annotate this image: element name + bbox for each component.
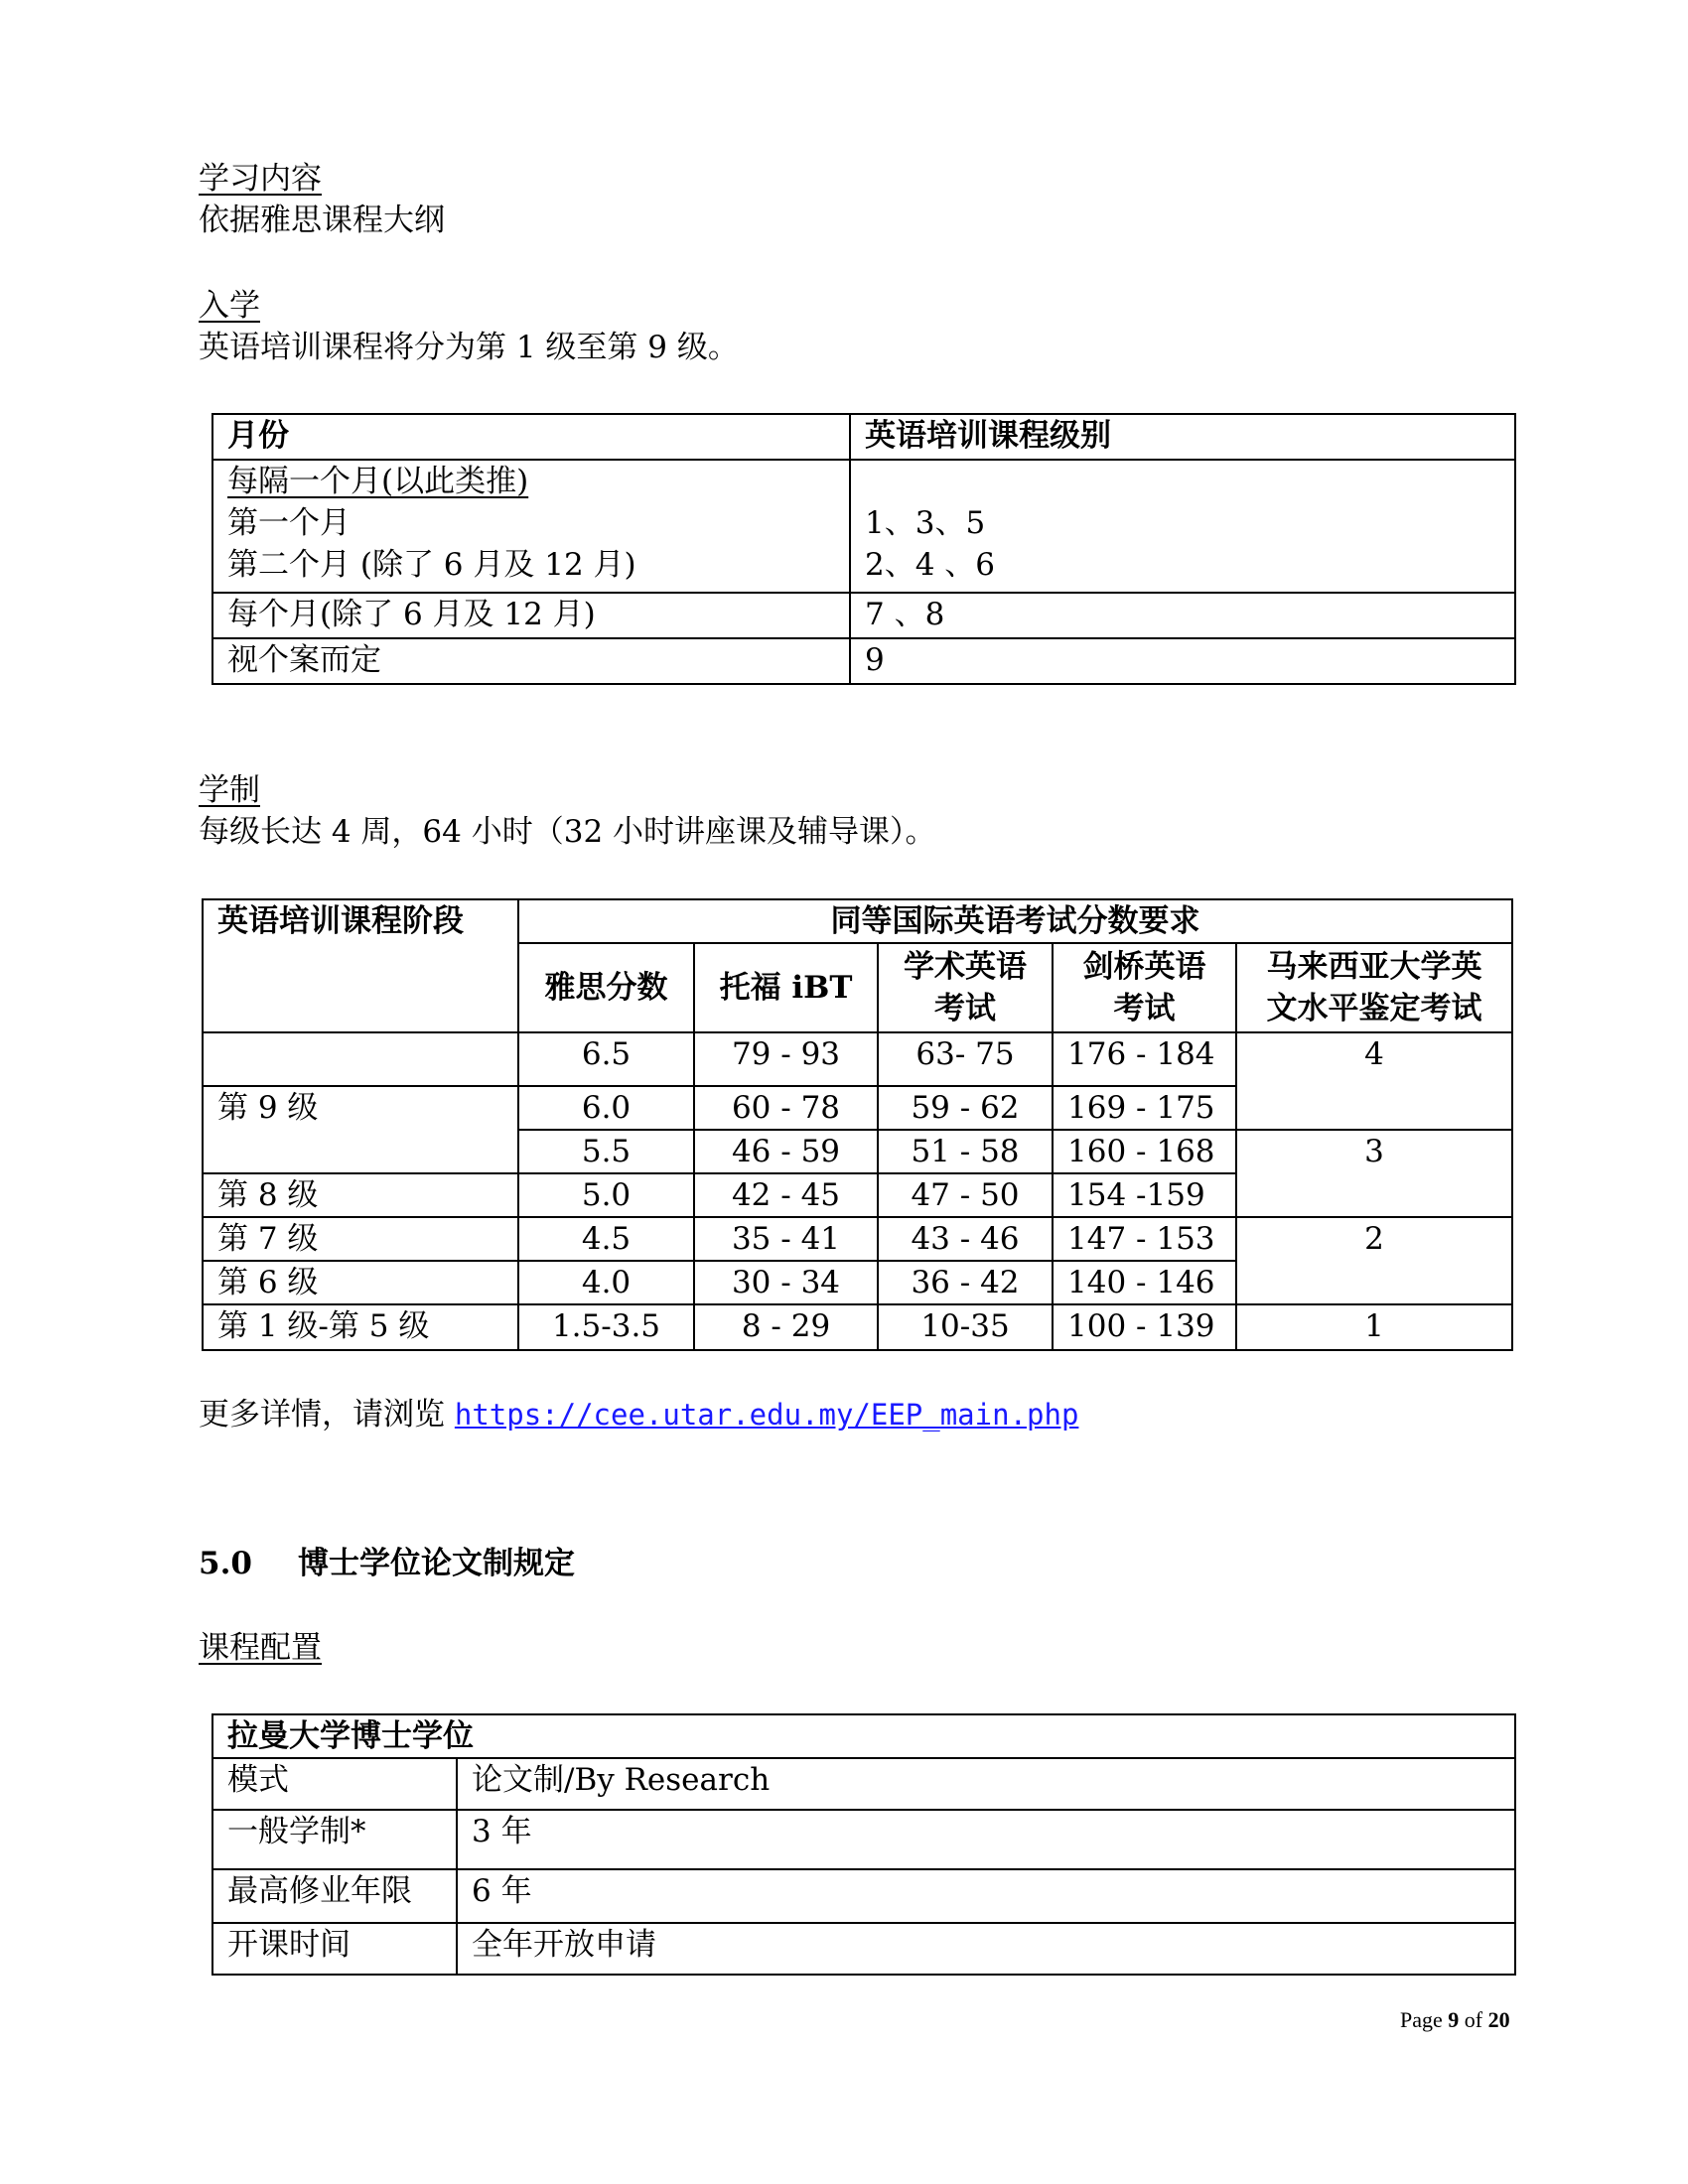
header-toefl	[694, 943, 878, 1032]
section-5-heading	[199, 1544, 575, 1583]
academic-english-cell: 47 - 50	[878, 1173, 1053, 1217]
more-info-text: 更多详情，请浏览	[199, 1397, 455, 1433]
config-value: 3 年	[457, 1810, 1515, 1869]
content-text: 依据雅思课程大纲	[199, 203, 445, 238]
of-label: of	[1464, 2007, 1483, 2032]
ielts-cell: 5.0	[518, 1173, 694, 1217]
header-line: 托福 iBT	[719, 970, 853, 1006]
header-line: 雅思分数	[544, 970, 668, 1006]
section-number: 5.0	[199, 1546, 252, 1581]
config-label: 一般学制*	[212, 1810, 457, 1869]
cambridge-cell: 160 - 168	[1053, 1130, 1236, 1173]
cambridge-cell: 140 - 146	[1053, 1261, 1236, 1304]
page-number	[1400, 2007, 1510, 2033]
current-page: 9	[1448, 2007, 1460, 2032]
muet-cell: 2	[1236, 1217, 1512, 1304]
ielts-cell: 4.0	[518, 1261, 694, 1304]
cambridge-cell: 154 -159	[1053, 1173, 1236, 1217]
course-config-table	[211, 1713, 1516, 1976]
course-config-heading: 课程配置	[199, 1630, 322, 1666]
stage-cell: 第 9 级	[203, 1086, 518, 1173]
academic-english-cell: 63- 75	[878, 1032, 1053, 1086]
ielts-cell: 4.5	[518, 1217, 694, 1261]
level-cell: 7 、8	[850, 593, 1515, 638]
cambridge-cell: 147 - 153	[1053, 1217, 1236, 1261]
toefl-cell: 60 - 78	[694, 1086, 878, 1130]
score-equivalence-table	[202, 898, 1513, 1351]
config-label: 开课时间	[212, 1923, 457, 1975]
more-info-line	[199, 1395, 1078, 1434]
header-muet	[1236, 943, 1512, 1032]
level-cell: 9	[850, 638, 1515, 684]
month-line: 第一个月	[227, 505, 351, 541]
config-table-title: 拉曼大学博士学位	[212, 1714, 1515, 1758]
muet-cell: 3	[1236, 1130, 1512, 1217]
academic-english-cell: 59 - 62	[878, 1086, 1053, 1130]
academic-english-cell: 43 - 46	[878, 1217, 1053, 1261]
month-line: 每隔一个月(以此类推)	[227, 464, 529, 499]
header-line: 学术英语	[904, 949, 1027, 985]
content-heading: 学习内容	[199, 161, 322, 197]
cambridge-cell: 176 - 184	[1053, 1032, 1236, 1086]
toefl-cell: 79 - 93	[694, 1032, 878, 1086]
month-cell	[212, 460, 850, 593]
toefl-cell: 8 - 29	[694, 1304, 878, 1350]
stage-cell	[203, 1032, 518, 1086]
eep-link[interactable]: https://cee.utar.edu.my/EEP_main.php	[454, 1398, 1079, 1432]
ielts-cell: 6.0	[518, 1086, 694, 1130]
header-academic-english	[878, 943, 1053, 1032]
config-label: 最高修业年限	[212, 1869, 457, 1923]
header-line: 文水平鉴定考试	[1266, 991, 1482, 1026]
level-schedule-table	[211, 413, 1516, 685]
config-value: 全年开放申请	[457, 1923, 1515, 1975]
header-score-group: 同等国际英语考试分数要求	[518, 899, 1512, 943]
config-value: 6 年	[457, 1869, 1515, 1923]
header-level: 英语培训课程级别	[850, 414, 1515, 460]
duration-text: 每级长达 4 周，64 小时（32 小时讲座课及辅导课）。	[199, 814, 936, 850]
section-title: 博士学位论文制规定	[298, 1546, 575, 1581]
month-cell: 视个案而定	[212, 638, 850, 684]
stage-cell: 第 7 级	[203, 1217, 518, 1261]
toefl-cell: 30 - 34	[694, 1261, 878, 1304]
header-stage: 英语培训课程阶段	[203, 899, 518, 1032]
stage-cell: 第 8 级	[203, 1173, 518, 1217]
academic-english-cell: 10-35	[878, 1304, 1053, 1350]
header-line: 马来西亚大学英	[1266, 949, 1482, 985]
ielts-cell: 6.5	[518, 1032, 694, 1086]
cambridge-cell: 169 - 175	[1053, 1086, 1236, 1130]
header-cambridge	[1053, 943, 1236, 1032]
toefl-cell: 46 - 59	[694, 1130, 878, 1173]
header-line: 剑桥英语	[1082, 949, 1206, 985]
level-line: 2、4 、6	[865, 547, 996, 583]
month-line: 第二个月 (除了 6 月及 12 月)	[227, 547, 636, 583]
config-value: 论文制/By Research	[457, 1758, 1515, 1810]
ielts-cell: 5.5	[518, 1130, 694, 1173]
academic-english-cell: 51 - 58	[878, 1130, 1053, 1173]
toefl-cell: 35 - 41	[694, 1217, 878, 1261]
header-line: 考试	[934, 991, 996, 1026]
level-line	[865, 461, 1500, 502]
level-cell	[850, 460, 1515, 593]
duration-heading: 学制	[199, 772, 260, 808]
admission-text: 英语培训课程将分为第 1 级至第 9 级。	[199, 330, 739, 365]
page-label: Page	[1400, 2007, 1443, 2032]
month-cell: 每个月(除了 6 月及 12 月)	[212, 593, 850, 638]
config-label: 模式	[212, 1758, 457, 1810]
academic-english-cell: 36 - 42	[878, 1261, 1053, 1304]
muet-cell: 4	[1236, 1032, 1512, 1130]
ielts-cell: 1.5-3.5	[518, 1304, 694, 1350]
muet-cell: 1	[1236, 1304, 1512, 1350]
cambridge-cell: 100 - 139	[1053, 1304, 1236, 1350]
header-line: 考试	[1113, 991, 1176, 1026]
admission-heading: 入学	[199, 288, 260, 324]
stage-cell: 第 6 级	[203, 1261, 518, 1304]
header-ielts	[518, 943, 694, 1032]
total-pages: 20	[1487, 2007, 1510, 2032]
toefl-cell: 42 - 45	[694, 1173, 878, 1217]
header-month: 月份	[212, 414, 850, 460]
stage-cell: 第 1 级-第 5 级	[203, 1304, 518, 1350]
level-line: 1、3、5	[865, 505, 986, 541]
